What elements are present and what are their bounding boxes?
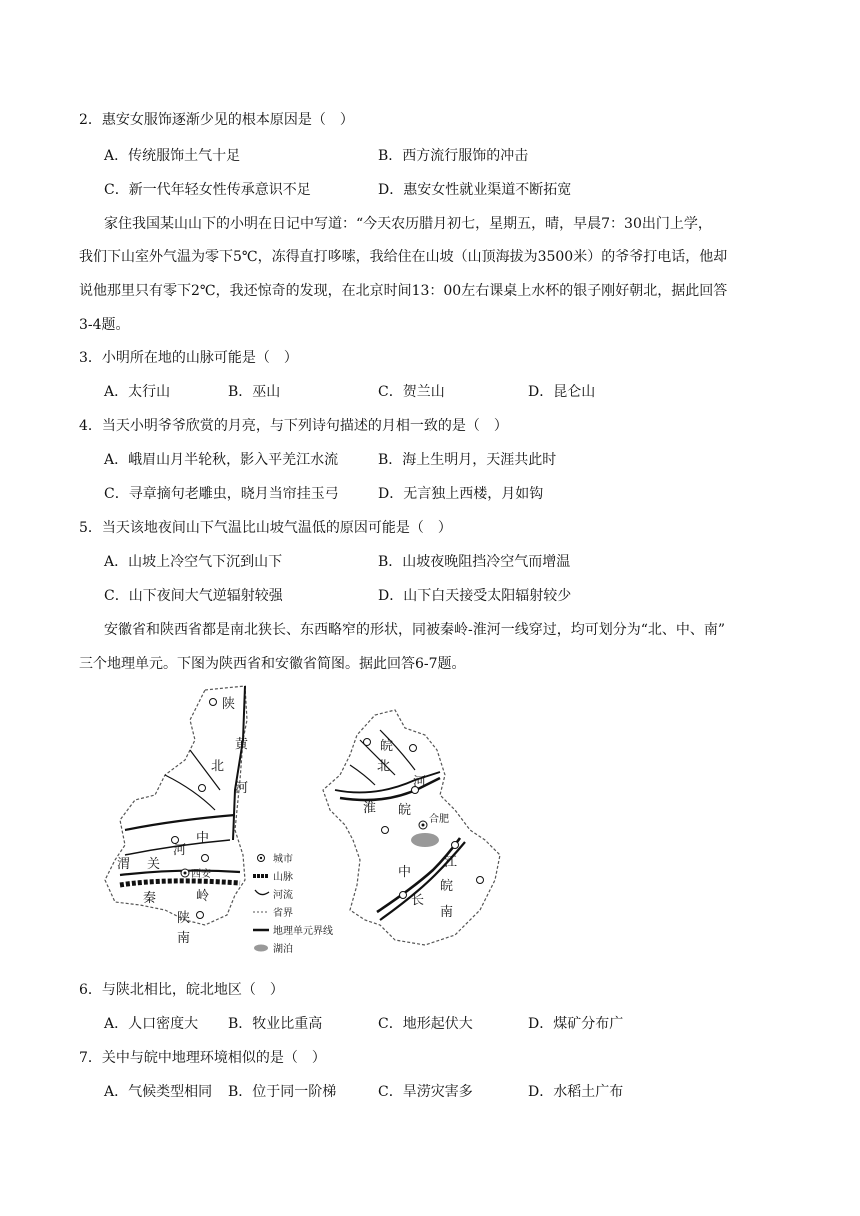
xian-city-dot [184,872,187,875]
city-marker [452,842,459,849]
q5-option-c: C．山下夜间大气逆辐射较强 [104,588,283,604]
map-label-he: 河 [235,781,249,796]
map-label-bei2: 北 [377,759,391,774]
map-label-chang: 长 [411,893,425,908]
map-label-wan: 皖 [380,739,394,754]
map-label-ling: 岭 [196,889,210,904]
q4-stem: 4．当天小明爷爷欣赏的月亮，与下列诗句描述的月相一致的是（ ） [79,418,508,434]
shaanxi-anhui-map [95,680,535,960]
passage2-line2: 三个地理单元。下图为陕西省和安徽省简图。据此回答6-7题。 [79,656,466,672]
map-label-nan: 南 [177,931,191,946]
legend-river: 河流 [273,890,293,901]
q7-stem: 7．关中与皖中地理环境相似的是（ ） [79,1050,326,1066]
map-label-nan2: 南 [440,905,454,920]
city-marker [400,892,407,899]
city-marker [210,699,217,706]
passage1-line3: 说他那里只有零下2℃，我还惊奇的发现，在北京时间13：00左右课桌上水杯的银子刚好朝北，据此回答 [79,283,728,299]
chaohu-lake [411,833,439,847]
q7-option-d: D．水稻土广布 [528,1084,624,1100]
q3-option-c: C．贺兰山 [378,384,445,400]
legend-lake-icon [254,945,268,952]
map-label-zhong: 中 [196,831,210,846]
q3-stem: 3．小明所在地的山脉可能是（ ） [79,350,298,366]
legend-city: 城市 [273,854,293,865]
q2-option-a: A．传统服饰土气十足 [104,148,241,164]
city-marker [477,877,484,884]
legend-mountain: 山脉 [273,872,293,883]
q6-stem: 6．与陕北相比，皖北地区（ ） [79,982,284,998]
hefei-label: 合肥 [429,814,449,825]
q2-stem: 2．惠安女服饰逐渐少见的根本原因是（ ） [79,112,354,128]
qinling-mountains [120,881,240,885]
passage1-line4: 3-4题。 [79,317,130,333]
city-marker [197,912,204,919]
q7-option-a: A．气候类型相同 [104,1084,213,1100]
city-marker [364,739,371,746]
q3-option-a: A．太行山 [104,384,171,400]
map-label-shaan: 陕 [222,697,236,712]
city-marker [202,855,209,862]
map-label-jiang: 江 [444,855,458,870]
map-label-he2: 河 [173,843,187,858]
map-label-he3: 河 [413,775,427,790]
legend-border: 省界 [273,908,293,919]
passage2-line1: 安徽省和陕西省都是南北狭长、东西略窄的形状，同被秦岭-淮河一线穿过，均可划分为“北、中、南” [104,622,726,638]
hefei-city-dot [422,824,425,827]
map-label-zhong2: 中 [398,865,412,880]
passage1-line1: 家住我国某山山下的小明在日记中写道：“今天农历腊月初七，星期五，晴，早晨7：30出门上学， [104,216,712,232]
q3-option-b: B．巫山 [228,384,281,400]
map-label-qin: 秦 [143,891,157,906]
shaanxi-unit-boundary-north [125,815,235,830]
map-label-bei: 北 [211,759,225,774]
map-legend [253,852,333,955]
map-label-huai: 淮 [363,801,377,816]
q6-option-b: B．牧业比重高 [228,1016,323,1032]
q4-option-b: B．海上生明月，天涯共此时 [378,452,557,468]
xian-label: 西安 [191,869,211,880]
q6-option-a: A．人口密度大 [104,1016,199,1032]
q2-option-d: D．惠安女性就业渠道不断拓宽 [378,182,572,198]
shaanxi-unit-boundary-south [120,871,240,875]
q7-option-b: B．位于同一阶梯 [228,1084,337,1100]
passage1-line2: 我们下山室外气温为零下5℃，冻得直打哆嗦，我给住在山坡（山顶海拔为3500米）的爷爷打电话，他却 [79,249,728,265]
q5-stem: 5．当天该地夜间山下气温比山坡气温低的原因可能是（ ） [79,520,452,536]
q2-option-b: B．西方流行服饰的冲击 [378,148,529,164]
q6-option-d: D．煤矿分布广 [528,1016,624,1032]
map-label-huang: 黄 [235,737,249,752]
q5-option-a: A．山坡上冷空气下沉到山下 [104,554,283,570]
q5-option-b: B．山坡夜晚阻挡冷空气而增温 [378,554,571,570]
city-marker [199,785,206,792]
city-marker [382,827,389,834]
map-label-guan: 关 [147,857,161,872]
legend-city-dot [260,857,262,859]
q3-option-d: D．昆仑山 [528,384,596,400]
map-label-wei: 渭 [117,857,131,872]
q6-option-c: C．地形起伏大 [378,1016,473,1032]
map-label-wan2: 皖 [398,803,412,818]
legend-lake: 湖泊 [273,944,293,955]
q5-option-d: D．山下白天接受太阳辐射较少 [378,588,572,604]
legend-unit-line: 地理单元界线 [273,926,333,937]
shaanxi-outline [105,686,247,925]
legend-river-icon [255,890,269,895]
map-label-wan3: 皖 [440,879,454,894]
q7-option-c: C．旱涝灾害多 [378,1084,473,1100]
q2-option-c: C．新一代年轻女性传承意识不足 [104,182,311,198]
q4-option-d: D．无言独上西楼，月如钩 [378,486,544,502]
q4-option-a: A．峨眉山月半轮秋，影入平羌江水流 [104,452,339,468]
map-label-shaan2: 陕 [177,911,191,926]
q4-option-c: C．寻章摘句老雕虫，晓月当帘挂玉弓 [104,486,339,502]
city-marker [410,745,417,752]
